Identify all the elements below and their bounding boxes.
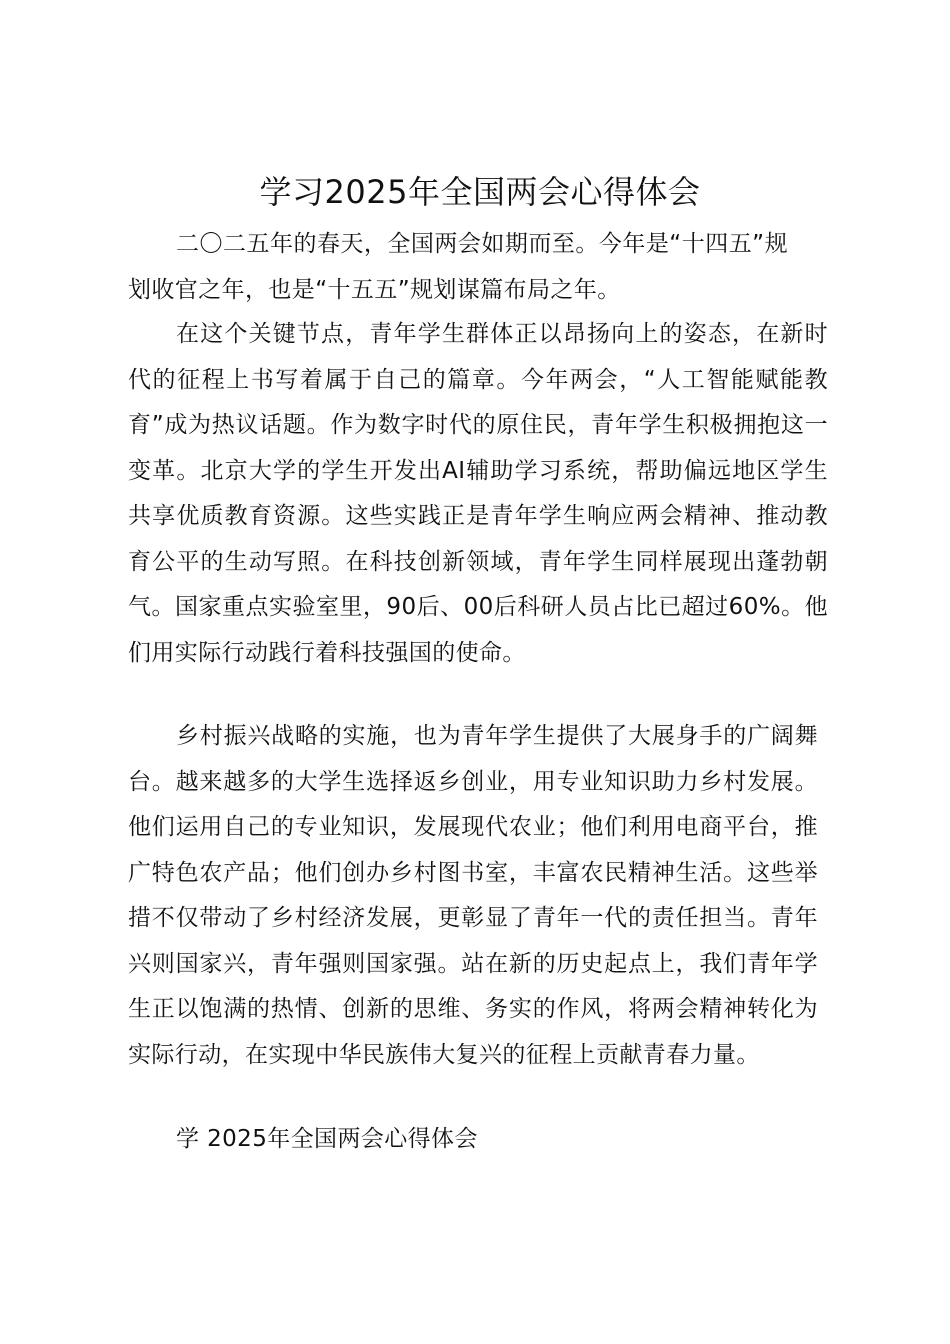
- paragraph-youth-innovation: 在这个关键节点，青年学生群体正以昂扬向上的姿态，在新时代的征程上书写着属于自己的篇章。今年两会，“人工智能赋能教育”成为热议话题。作为数字时代的原住民，青年学生积极拥抱这一变革。北京大学的学生开发出AI辅助学习系统，帮助偏远地区学生共享优质教育资源。这些实践正是青年学生响应两会精神、推动教育公平的生动写照。在科技创新领域，青年学生同样展现出蓬勃朝气。国家重点实验室里，90后、00后科研人员占比已超过60%。他们用实际行动践行着科技强国的使命。: [128, 321, 828, 666]
- document-title: 学习2025年全国两会心得体会: [259, 173, 701, 211]
- paragraph-trailing-title: 学 2025年全国两会心得体会: [176, 1126, 478, 1152]
- paragraph-intro: 二〇二五年的春天，全国两会如期而至。今年是“十四五”规划收官之年，也是“十五五”规划谋篇布局之年。: [128, 231, 788, 303]
- paragraph-rural-revitalization: 乡村振兴战略的实施，也为青年学生提供了大展身手的广阔舞台。越来越多的大学生选择返乡创业，用专业知识助力乡村发展。他们运用自己的专业知识，发展现代农业；他们利用电商平台，推广特色农产品；他们创办乡村图书室，丰富农民精神生活。这些举措不仅带动了乡村经济发展，更彰显了青年一代的责任担当。青年兴则国家兴，青年强则国家强。站在新的历史起点上，我们青年学生正以饱满的热情、创新的思维、务实的作风，将两会精神转化为实际行动，在实现中华民族伟大复兴的征程上贡献青春力量。: [128, 723, 818, 1068]
